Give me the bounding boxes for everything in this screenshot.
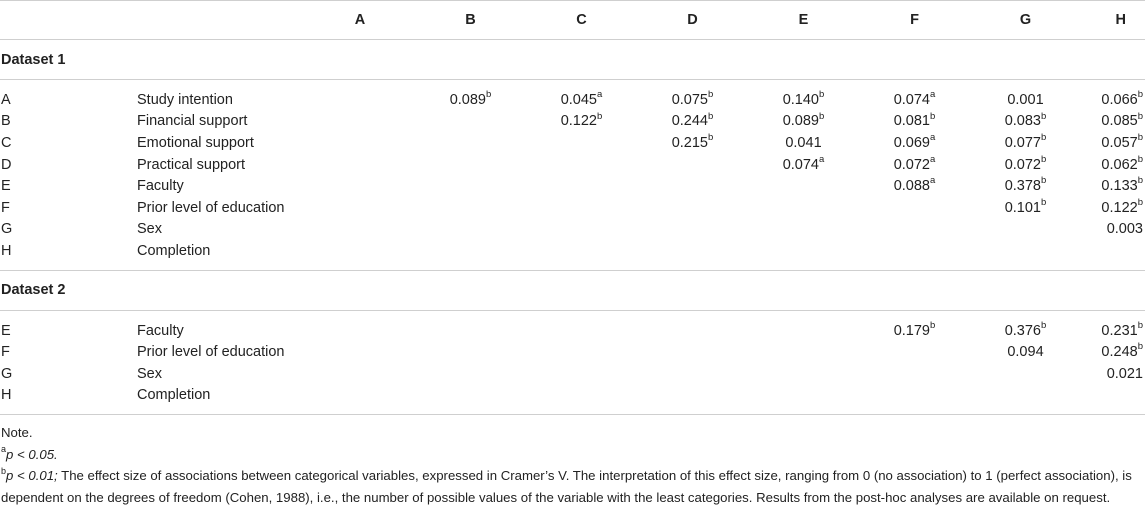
table-row	[0, 197, 1145, 219]
cell-value	[859, 240, 970, 262]
cell-value	[415, 197, 526, 219]
cell-value	[305, 219, 415, 241]
cell-number: 0.378	[1004, 178, 1041, 195]
cell-value	[970, 341, 1081, 363]
cell-number: 0.083	[1004, 113, 1041, 130]
significance-marker: b	[930, 319, 936, 331]
significance-marker: b	[1041, 132, 1047, 144]
cell-number: 0.089	[449, 91, 486, 108]
cell-value	[748, 154, 859, 176]
cell-value	[970, 385, 1081, 407]
cell-value	[637, 111, 748, 133]
cell-value	[637, 385, 748, 407]
cell-number: 0.089	[782, 113, 819, 130]
cell-number: 0.215	[671, 134, 708, 151]
significance-marker: b	[708, 88, 714, 100]
cell-value	[748, 219, 859, 241]
cell-value	[970, 363, 1081, 385]
row-code: D	[1, 156, 12, 173]
table-row	[0, 219, 1145, 241]
cell-value	[526, 240, 637, 262]
significance-marker: b	[1137, 341, 1143, 353]
cell-value	[637, 175, 748, 197]
cell-value	[1081, 341, 1145, 363]
cell-value	[859, 175, 970, 197]
cell-number: 0.077	[1004, 134, 1041, 151]
section-divider	[0, 310, 1145, 320]
cell-value	[970, 240, 1081, 262]
cell-value	[637, 197, 748, 219]
cell-number: 0.248	[1101, 344, 1138, 361]
row-label: Prior level of education	[137, 199, 285, 216]
header-blank	[0, 1, 137, 40]
table-body	[0, 40, 1145, 415]
cell-value	[526, 175, 637, 197]
cell-value	[305, 385, 415, 407]
table-row	[0, 320, 1145, 342]
cell-value	[637, 89, 748, 111]
cell-value	[748, 385, 859, 407]
significance-marker: b	[1137, 319, 1143, 331]
cell-value	[305, 363, 415, 385]
cell-value	[970, 132, 1081, 154]
significance-marker: b	[1137, 88, 1143, 100]
cell-value	[526, 89, 637, 111]
cell-value	[970, 197, 1081, 219]
cell-number: 0.081	[893, 113, 930, 130]
cell-value	[305, 89, 415, 111]
cell-value	[859, 154, 970, 176]
cell-value	[305, 154, 415, 176]
note-b-text: The effect size of associations between categorical variables, expressed in Cramer’s V. The interpretation of this effect size, ranging from 0 (no association) to 1 (perfect association), is dependent on the degrees of freedom (Cohen, 1988), i.e., the number of possible values of the variable with the least categories. Results from the post-hoc analyses are available on request.	[1, 468, 1132, 505]
table-row	[0, 132, 1145, 154]
significance-marker: b	[1137, 175, 1143, 187]
cell-number: 0.085	[1101, 113, 1138, 130]
section-title: Dataset 1	[0, 40, 1145, 80]
cell-value	[415, 320, 526, 342]
cell-value	[305, 175, 415, 197]
cell-value	[526, 154, 637, 176]
cell-value	[748, 197, 859, 219]
cell-value	[415, 240, 526, 262]
cell-value	[415, 385, 526, 407]
significance-marker: b	[1041, 175, 1047, 187]
section-end-spacer	[0, 406, 1145, 415]
cell-number: 0.069	[893, 134, 930, 151]
column-header-f: F	[910, 12, 919, 28]
cell-value	[970, 219, 1081, 241]
significance-marker: a	[819, 153, 825, 165]
cell-number: 0.074	[893, 91, 930, 108]
row-code: B	[1, 113, 11, 130]
cell-value	[970, 175, 1081, 197]
row-label: Practical support	[137, 156, 245, 173]
column-header-g: G	[1019, 12, 1032, 28]
cell-number: 0.001	[1007, 91, 1044, 108]
cell-value	[748, 240, 859, 262]
cell-value	[859, 385, 970, 407]
significance-marker: b	[930, 110, 936, 122]
dataset1-title-row	[0, 40, 1145, 80]
cell-value	[526, 385, 637, 407]
cell-value	[1081, 132, 1145, 154]
row-label: Sex	[137, 221, 162, 238]
table-header	[0, 1, 1145, 40]
cell-number: 0.122	[560, 113, 597, 130]
row-code: F	[1, 199, 10, 216]
cell-value	[415, 154, 526, 176]
significance-marker: b	[819, 88, 825, 100]
cell-number: 0.075	[671, 91, 708, 108]
cell-value	[526, 197, 637, 219]
cell-number: 0.140	[782, 91, 819, 108]
row-label: Faculty	[137, 178, 184, 195]
column-header-e: E	[798, 12, 809, 28]
cell-value	[970, 154, 1081, 176]
section-divider	[0, 80, 1145, 90]
significance-marker: b	[1041, 153, 1047, 165]
significance-marker: b	[1137, 196, 1143, 208]
row-label: Sex	[137, 365, 162, 382]
cell-value	[1081, 363, 1145, 385]
significance-marker: b	[1137, 132, 1143, 144]
significance-marker: b	[1137, 110, 1143, 122]
table-row	[0, 89, 1145, 111]
cell-value	[305, 320, 415, 342]
cell-value	[748, 89, 859, 111]
cell-value	[748, 132, 859, 154]
significance-marker: b	[708, 110, 714, 122]
table-row	[0, 341, 1145, 363]
row-label: Completion	[137, 387, 211, 404]
row-label: Financial support	[137, 113, 248, 130]
cell-value	[970, 320, 1081, 342]
header-blank	[137, 1, 305, 40]
section-end-spacer	[0, 262, 1145, 271]
note-a	[1, 444, 1145, 466]
note-label: Note.	[1, 425, 33, 441]
cell-value	[1081, 154, 1145, 176]
cell-value	[526, 363, 637, 385]
cell-value	[1081, 89, 1145, 111]
cell-value	[748, 341, 859, 363]
row-code: H	[1, 387, 12, 404]
header-row	[0, 1, 1145, 40]
cell-number: 0.072	[1004, 156, 1041, 173]
cell-value	[748, 111, 859, 133]
cell-value	[415, 341, 526, 363]
row-label: Faculty	[137, 322, 184, 339]
column-header-a: A	[354, 12, 366, 28]
cell-number: 0.066	[1101, 91, 1138, 108]
cell-number: 0.122	[1101, 199, 1138, 216]
cell-value	[305, 341, 415, 363]
cell-value	[526, 320, 637, 342]
column-header-h: H	[1115, 12, 1126, 28]
cell-value	[859, 111, 970, 133]
cell-value	[305, 197, 415, 219]
cell-number: 0.244	[671, 113, 708, 130]
cell-value	[859, 197, 970, 219]
significance-marker: b	[1041, 196, 1047, 208]
significance-marker: b	[486, 88, 492, 100]
cell-value	[1081, 385, 1145, 407]
significance-marker: a	[930, 175, 936, 187]
cell-value	[415, 175, 526, 197]
cell-number: 0.062	[1101, 156, 1138, 173]
significance-marker: b	[597, 110, 603, 122]
cell-value	[1081, 197, 1145, 219]
cell-number: 0.041	[785, 134, 822, 151]
cell-value	[415, 89, 526, 111]
table-row	[0, 175, 1145, 197]
row-code: E	[1, 178, 11, 195]
cell-number: 0.003	[1106, 221, 1143, 238]
cell-value	[637, 320, 748, 342]
cell-value	[859, 219, 970, 241]
cell-number: 0.231	[1101, 322, 1138, 339]
table-row	[0, 363, 1145, 385]
cell-number: 0.074	[782, 156, 819, 173]
dataset2-title-row	[0, 270, 1145, 310]
cell-value	[526, 219, 637, 241]
table-row	[0, 154, 1145, 176]
note-a-text: p < 0.05.	[6, 446, 58, 462]
table-row	[0, 111, 1145, 133]
cell-value	[415, 132, 526, 154]
cell-value	[859, 341, 970, 363]
row-label: Prior level of education	[137, 344, 285, 361]
cell-value	[637, 219, 748, 241]
cell-value	[859, 320, 970, 342]
note-b-marker: b	[1, 465, 7, 476]
significance-marker: a	[930, 88, 936, 100]
significance-marker: a	[930, 153, 936, 165]
significance-marker: b	[1137, 153, 1143, 165]
cell-number: 0.101	[1004, 199, 1041, 216]
cell-value	[637, 154, 748, 176]
cell-value	[859, 363, 970, 385]
cell-number: 0.057	[1101, 134, 1138, 151]
significance-marker: a	[930, 132, 936, 144]
significance-marker: b	[708, 132, 714, 144]
cell-value	[1081, 240, 1145, 262]
cell-value	[1081, 111, 1145, 133]
cell-value	[1081, 219, 1145, 241]
note-b	[1, 465, 1145, 508]
cell-value	[970, 89, 1081, 111]
row-label: Emotional support	[137, 134, 254, 151]
cell-value	[415, 219, 526, 241]
cell-value	[637, 363, 748, 385]
cell-value	[305, 132, 415, 154]
cell-value	[415, 363, 526, 385]
cell-number: 0.021	[1106, 365, 1143, 382]
significance-marker: b	[1041, 319, 1047, 331]
cell-number: 0.072	[893, 156, 930, 173]
cell-number: 0.045	[560, 91, 597, 108]
significance-marker: b	[1041, 110, 1047, 122]
row-code: G	[1, 365, 13, 382]
cell-value	[637, 132, 748, 154]
cell-value	[1081, 320, 1145, 342]
table-notes	[0, 422, 1145, 508]
significance-marker: a	[597, 88, 603, 100]
cell-value	[748, 363, 859, 385]
cell-value	[415, 111, 526, 133]
table-row	[0, 240, 1145, 262]
cell-number: 0.376	[1004, 322, 1041, 339]
cell-number: 0.094	[1007, 344, 1044, 361]
section-title: Dataset 2	[0, 270, 1145, 310]
row-code: A	[1, 91, 11, 108]
cell-value	[526, 341, 637, 363]
cell-value	[748, 320, 859, 342]
row-label: Study intention	[137, 91, 233, 108]
cell-number: 0.179	[893, 322, 930, 339]
cell-value	[970, 111, 1081, 133]
cell-value	[526, 132, 637, 154]
cell-number: 0.088	[893, 178, 930, 195]
column-header-c: C	[576, 12, 587, 28]
row-code: G	[1, 221, 13, 238]
note-b-pval: p < 0.01;	[6, 468, 58, 484]
cell-number: 0.133	[1101, 178, 1138, 195]
row-code: H	[1, 242, 12, 259]
cell-value	[305, 240, 415, 262]
row-code: C	[1, 134, 12, 151]
cell-value	[637, 341, 748, 363]
cell-value	[526, 111, 637, 133]
cell-value	[748, 175, 859, 197]
cell-value	[859, 89, 970, 111]
cell-value	[305, 111, 415, 133]
row-code: E	[1, 322, 11, 339]
column-header-d: D	[687, 12, 698, 28]
column-header-b: B	[465, 12, 476, 28]
cell-value	[859, 132, 970, 154]
significance-marker: b	[819, 110, 825, 122]
cell-value	[1081, 175, 1145, 197]
cell-value	[637, 240, 748, 262]
row-label: Completion	[137, 242, 211, 259]
row-code: F	[1, 344, 10, 361]
table-row	[0, 385, 1145, 407]
note-a-marker: a	[1, 444, 7, 455]
